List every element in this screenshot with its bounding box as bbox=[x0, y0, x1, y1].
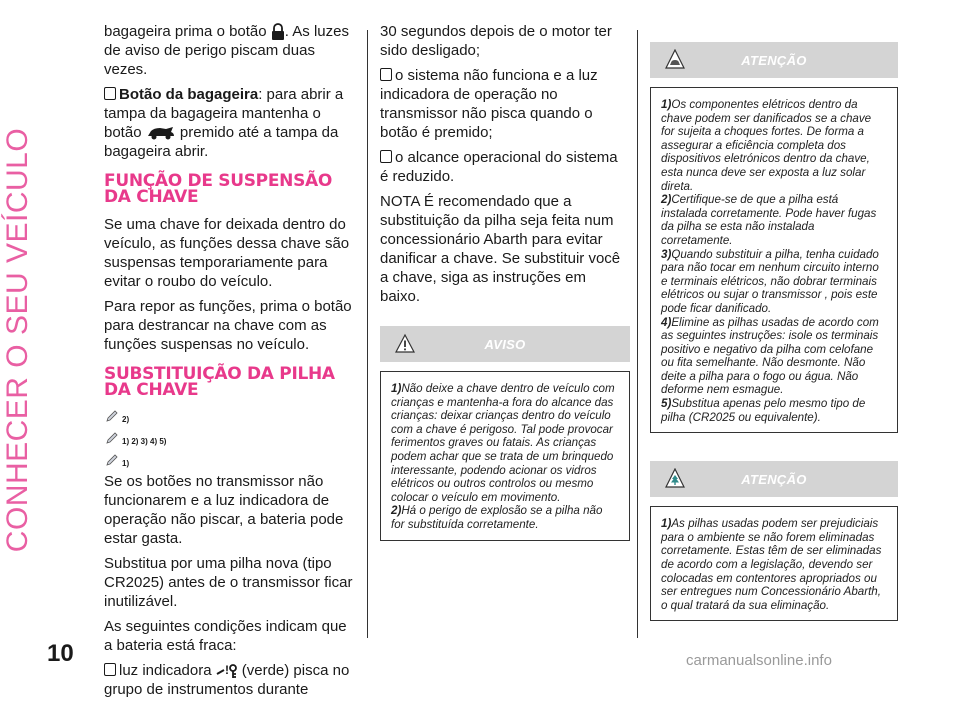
car-warning-icon bbox=[104, 430, 120, 446]
paragraph-condition-2: o sistema não funciona e a luz indicadora de operação no transmissor não pisca quando o botão é premido; bbox=[380, 67, 598, 141]
column-divider-2 bbox=[637, 30, 638, 638]
paragraph-battery-1: Se os botões no transmissor não funcionarem e a luz indicadora de operação não piscar, a bateria pode estar gasta. bbox=[104, 473, 344, 548]
warning-item bbox=[661, 193, 887, 247]
tree-environment-icon bbox=[665, 468, 685, 490]
warning-item-number: 1) bbox=[661, 517, 672, 531]
warning-item bbox=[391, 382, 619, 504]
reference-row-1 bbox=[104, 408, 354, 424]
reference-row-3 bbox=[104, 452, 354, 468]
warning-item-text: Certifique-se de que a pilha está instalada corretamente. Pode haver fugas da pilha se esta não instalada corretamente. bbox=[661, 193, 877, 247]
car-trunk-icon bbox=[146, 126, 176, 140]
aviso-header bbox=[380, 326, 630, 362]
column-2 bbox=[380, 22, 630, 541]
warning-item-number: 5) bbox=[661, 397, 672, 411]
atencao-header-1 bbox=[650, 42, 898, 78]
column-1 bbox=[104, 22, 354, 705]
warning-item bbox=[391, 504, 619, 531]
checkbox-bullet-icon bbox=[104, 663, 116, 676]
atencao-header-2 bbox=[650, 461, 898, 497]
aviso-title: AVISO bbox=[484, 336, 526, 352]
column-3 bbox=[650, 22, 898, 621]
car-warning-icon bbox=[665, 49, 685, 71]
warning-item-text: Há o perigo de explosão se a pilha não for substituída corretamente. bbox=[391, 504, 603, 531]
warning-item bbox=[661, 98, 887, 193]
warning-item bbox=[661, 397, 887, 424]
paragraph-battery-3: As seguintes condições indicam que a bateria está fraca: bbox=[104, 618, 347, 655]
warning-item-text: Quando substituir a pilha, tenha cuidado para não tocar em nenhum circuito interno e terminais elétricos, não dobrar terminais elétricos ou sujar o transmissor , pois este pode ficar danificado. bbox=[661, 247, 879, 315]
paragraph-trunk-button: Botão da bagageira: para abrir a tampa da bagageira mantenha o botão premido até a tampa da bagageira abrir. bbox=[104, 86, 344, 161]
atencao-title-1: ATENÇÃO bbox=[741, 52, 807, 68]
warning-item bbox=[661, 316, 887, 398]
watermark: carmanualsonline.info bbox=[686, 652, 832, 669]
warning-item bbox=[661, 517, 887, 612]
warning-item-text: Elimine as pilhas usadas de acordo com as seguintes instruções: isole os terminais positivo e negativo da pilha com celofane ou fita semelhante. Não desmonte. Não deite a pilha para o fogo ou água. Não deforme nem esmague. bbox=[661, 315, 879, 397]
paragraph-condition-1: 30 segundos depois de o motor ter sido desligado; bbox=[380, 23, 612, 59]
checkbox-bullet-icon bbox=[104, 87, 116, 100]
reference-numbers: 1) 2) 3) 4) 5) bbox=[122, 437, 167, 447]
paragraph-condition-3: o alcance operacional do sistema é reduzido. bbox=[380, 149, 618, 185]
svg-text:!: ! bbox=[224, 663, 229, 678]
warning-item-number: 2) bbox=[661, 193, 672, 207]
lock-icon bbox=[271, 23, 285, 41]
warning-item-text: Substitua apenas pelo mesmo tipo de pilha (CR2025 ou equivalente). bbox=[661, 397, 866, 424]
sidebar-title: CONHECER O SEU VEÍCULO bbox=[1, 127, 34, 553]
warning-item-number: 4) bbox=[661, 315, 672, 329]
warning-item-number: 1) bbox=[661, 98, 672, 111]
warning-item-number: 3) bbox=[661, 247, 672, 261]
checkbox-bullet-icon bbox=[380, 68, 392, 81]
aviso-body bbox=[380, 371, 630, 541]
reference-row-2 bbox=[104, 430, 354, 446]
warning-item-number: 2) bbox=[391, 504, 402, 518]
reference-numbers: 1) bbox=[122, 459, 130, 469]
atencao-title-2: ATENÇÃO bbox=[741, 471, 807, 487]
warning-item-text: As pilhas usadas podem ser prejudiciais para o ambiente se não forem eliminadas corretamente. Estas têm de ser eliminadas de acordo com a legislação, devendo ser colocadas em contentores apropriados ou ser entregues num Concessionário Abarth, o qual tratará da sua eliminação. bbox=[661, 517, 882, 612]
atencao-body-1 bbox=[650, 87, 898, 433]
page-number: 10 bbox=[47, 640, 74, 667]
paragraph-trunk-lock: bagageira prima o botão . As luzes de aviso de perigo piscam duas vezes. bbox=[104, 23, 349, 79]
pencil-icon bbox=[104, 408, 120, 424]
key-indicator-icon bbox=[216, 662, 242, 680]
atencao-body-2 bbox=[650, 506, 898, 621]
warning-triangle-icon bbox=[395, 333, 415, 355]
paragraph-suspension-2: Para repor as funções, prima o botão para destrancar na chave com as funções suspensas no veículo. bbox=[104, 298, 352, 354]
column-divider-1 bbox=[367, 30, 368, 638]
paragraph-battery-4: luz indicadora ! (verde) pisca no grupo de instrumentos durante bbox=[104, 662, 350, 699]
checkbox-bullet-icon bbox=[380, 150, 392, 163]
tree-environment-icon bbox=[104, 452, 120, 468]
warning-item-text: Os componentes elétricos dentro da chave podem ser danificados se a chave for sujeita a choques fortes. De forma a assegurar a eficiência completa dos dispositivos eletrónicos dentro da chave, esta nunca deve ser exposta a luz solar direta. bbox=[661, 98, 872, 193]
heading-battery-replacement: SUBSTITUIÇÃO DA PILHA DA CHAVE bbox=[104, 364, 335, 401]
atencao-box-2 bbox=[650, 461, 898, 621]
atencao-box-1 bbox=[650, 42, 898, 433]
warning-item bbox=[661, 248, 887, 316]
paragraph-note: NOTA É recomendado que a substituição da pilha seja feita num concessionário Abarth para evitar danificar a chave. Se substituir você a chave, siga as instruções em baixo. bbox=[380, 193, 621, 305]
warning-item-number: 1) bbox=[391, 382, 402, 395]
heading-key-suspension: FUNÇÃO DE SUSPENSÃO DA CHAVE bbox=[104, 171, 333, 208]
paragraph-suspension-1: Se uma chave for deixada dentro do veículo, as funções dessa chave são suspensas temporariamente para evitar o roubo do veículo. bbox=[104, 216, 350, 291]
aviso-box bbox=[380, 326, 630, 541]
paragraph-battery-2: Substitua por uma pilha nova (tipo CR2025) antes de o transmissor ficar inutilizável. bbox=[104, 555, 353, 611]
warning-item-text: Não deixe a chave dentro de veículo com crianças e mantenha-a fora do alcance das crianças: deixar crianças dentro do veículo com a chave é perigoso. Tal pode provocar ferimentos graves ou fatais. As crianças podem achar que se trata de um brinquedo interessante, podendo acionar os vidros elétricos ou outros controlos ou mesmo colocar o veículo em movimento. bbox=[391, 382, 615, 504]
reference-numbers: 2) bbox=[122, 415, 130, 425]
